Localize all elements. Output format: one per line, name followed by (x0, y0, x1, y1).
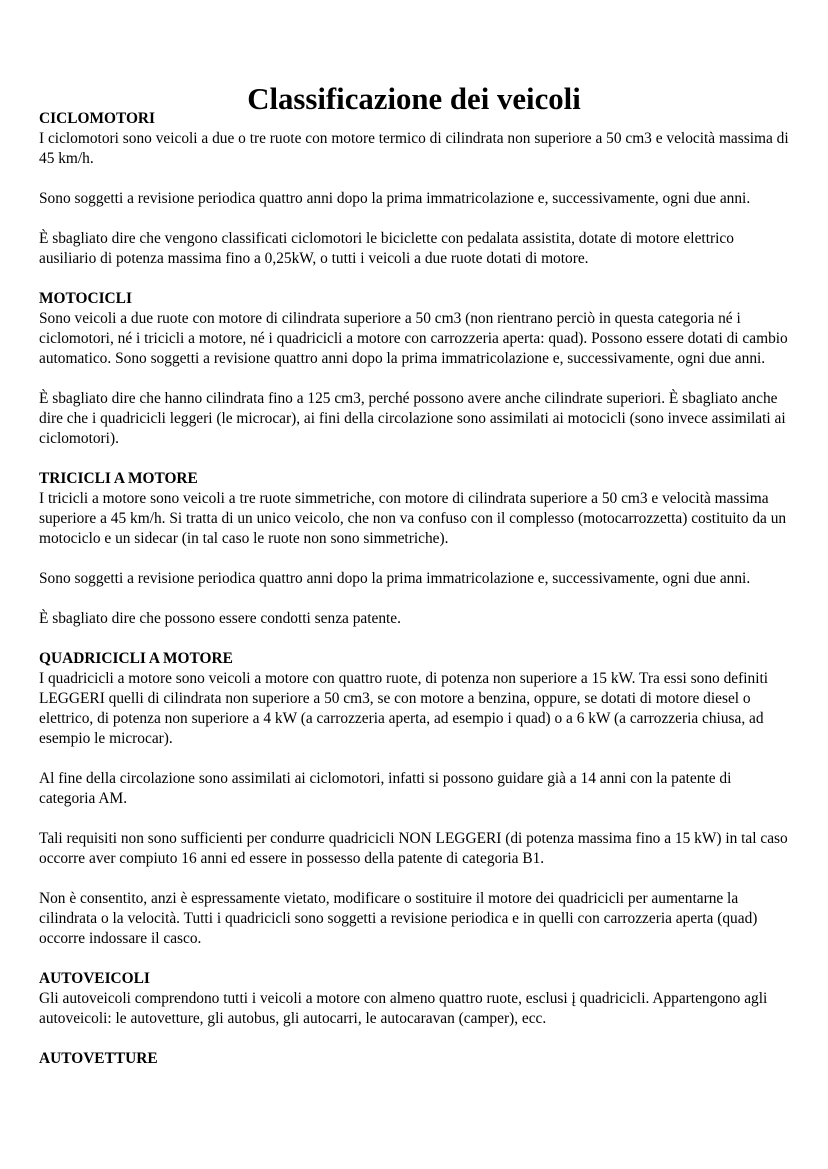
section-autoveicoli (39, 969, 789, 1029)
section-heading: AUTOVETTURE (39, 1050, 158, 1067)
paragraph: Non è consentito, anzi è espressamente vietato, modificare o sostituire il motore dei quadricicli per aumentarne la cilindrata o la velocità. Tutti i quadricicli sono soggetti a revisione periodica e in quelli con carrozzeria aperta (quad) occorre indossare il casco. (39, 890, 758, 947)
paragraph: È sbagliato dire che hanno cilindrata fino a 125 cm3, perché possono avere anche cilindrate superiori. È sbagliato anche dire che i quadricicli leggeri (le microcar), ai fini della circolazione sono assimilati ai motocicli (sono invece assimilati ai ciclomotori). (39, 390, 786, 447)
section-autovetture (39, 1049, 789, 1069)
paragraph: Sono soggetti a revisione periodica quattro anni dopo la prima immatricolazione e, successivamente, ogni due anni. (39, 190, 751, 207)
paragraph: Sono veicoli a due ruote con motore di cilindrata superiore a 50 cm3 (non rientrano perciò in questa categoria né i ciclomotori, né i tricicli a motore, né i quadricicli a motore con carrozzeria aperta: quad). Possono essere dotati di cambio automatico. Sono soggetti a revisione quattro anni dopo la prima immatricolazione e, successivamente, ogni due anni. (39, 310, 788, 367)
section-heading: MOTOCICLI (39, 290, 132, 307)
paragraph: Gli autoveicoli comprendono tutti i veicoli a motore con almeno quattro ruote, esclusi į quadricicli. Appartengono agli autoveicoli: le autovetture, gli autobus, gli autocarri, le autocaravan (camper), ecc. (39, 990, 768, 1027)
section-heading: CICLOMOTORI (39, 110, 156, 127)
paragraph: È sbagliato dire che vengono classificati ciclomotori le biciclette con pedalata assistita, dotate di motore elettrico ausiliario di potenza massima fino a 0,25kW, o tutti i veicoli a due ruote dotati di motore. (39, 230, 734, 267)
paragraph: I tricicli a motore sono veicoli a tre ruote simmetriche, con motore di cilindrata superiore a 50 cm3 e velocità massima superiore a 45 km/h. Si tratta di un unico veicolo, che non va confuso con il complesso (motocarrozzetta) costituito da un motociclo e un sidecar (in tal caso le ruote non sono simmetriche). (39, 490, 787, 547)
section-heading: QUADRICICLI A MOTORE (39, 650, 233, 667)
section-heading: TRICICLI A MOTORE (39, 470, 198, 487)
paragraph: È sbagliato dire che possono essere condotti senza patente. (39, 610, 401, 627)
section-heading: AUTOVEICOLI (39, 970, 150, 987)
paragraph: Sono soggetti a revisione periodica quattro anni dopo la prima immatricolazione e, successivamente, ogni due anni. (39, 570, 751, 587)
paragraph: Tali requisiti non sono sufficienti per condurre quadricicli NON LEGGERI (di potenza massima fino a 15 kW) in tal caso occorre aver compiuto 16 anni ed essere in possesso della patente di categoria B1. (39, 830, 788, 867)
document-page (39, 82, 789, 1069)
document-title: Classificazione dei veicoli (247, 82, 581, 116)
paragraph: I quadricicli a motore sono veicoli a motore con quattro ruote, di potenza non superiore a 15 kW. Tra essi sono definiti LEGGERI quelli di cilindrata non superiore a 50 cm3, se con motore a benzina, oppure, se dotati di motore diesel o elettrico, di potenza non superiore a 4 kW (a carrozzeria aperta, ad esempio i quad) o a 6 kW (a carrozzeria chiusa, ad esempio le microcar). (39, 670, 769, 747)
paragraph: I ciclomotori sono veicoli a due o tre ruote con motore termico di cilindrata non superiore a 50 cm3 e velocità massima di 45 km/h. (39, 130, 789, 167)
section-tricicli (39, 469, 789, 629)
section-motocicli (39, 289, 789, 449)
section-quadricicli (39, 649, 789, 949)
section-ciclomotori (39, 109, 789, 269)
paragraph: Al fine della circolazione sono assimilati ai ciclomotori, infatti si possono guidare già a 14 anni con la patente di categoria AM. (39, 770, 732, 807)
